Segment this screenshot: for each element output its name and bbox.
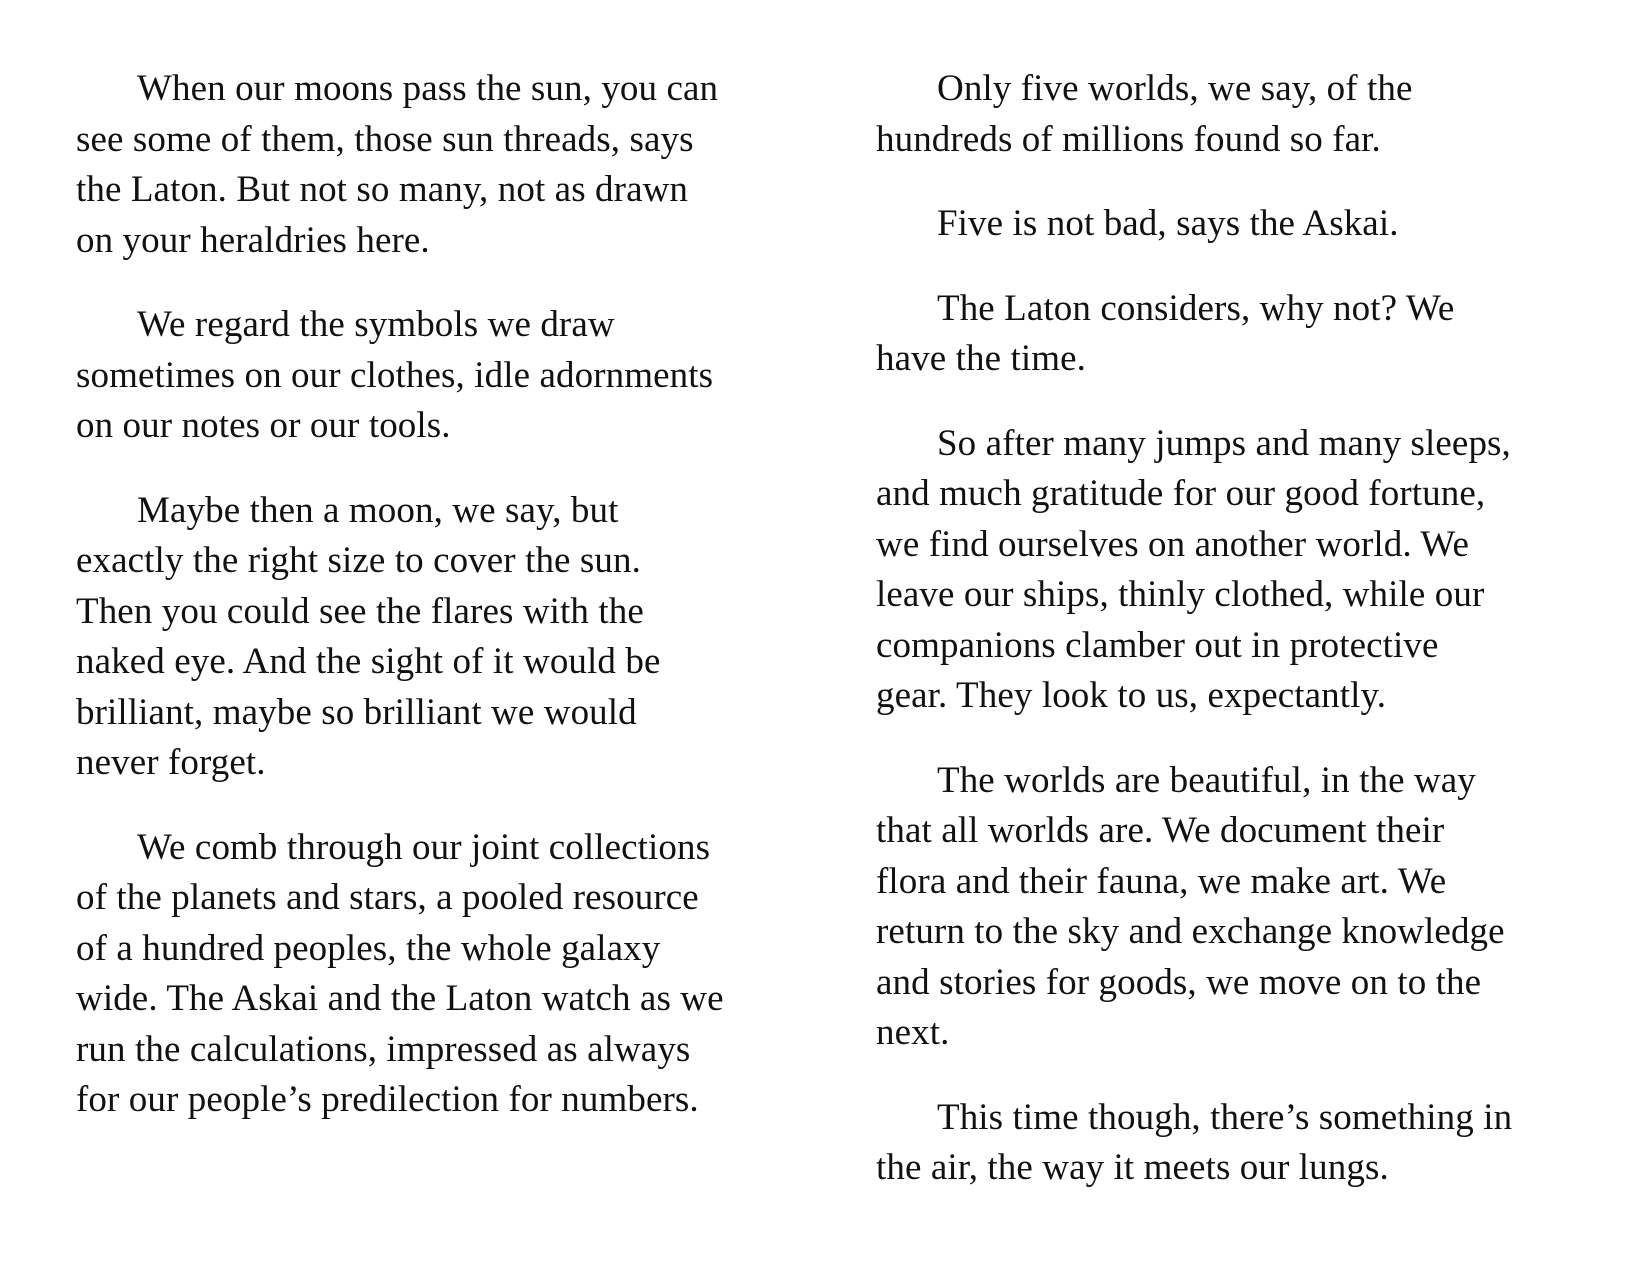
paragraph: Five is not bad, says the Askai. [937, 203, 1399, 244]
paragraph: The Laton considers, why not? We have the time. [876, 287, 1455, 379]
left-text-column [76, 64, 788, 1160]
paragraph: Only five worlds, we say, of the hundreds of millions found so far. [876, 68, 1413, 160]
right-text-column [876, 64, 1594, 1228]
paragraph: So after many jumps and many sleeps, and much gratitude for our good fortune, we find ourselves on another world. We leave our ships, thinly clothed, while our companions clamber out in protective gear. They look to us, expectantly. [876, 422, 1511, 716]
paragraph: Maybe then a moon, we say, but exactly the right size to cover the sun. Then you could see the flares with the naked eye. And the sight of it would be brilliant, maybe so brilliant we would never forget. [76, 489, 661, 783]
paragraph: The worlds are beautiful, in the way that all worlds are. We document their flora and their fauna, we make art. We return to the sky and exchange knowledge and stories for goods, we move on to the next. [876, 759, 1505, 1053]
paragraph: When our moons pass the sun, you can see some of them, those sun threads, says the Laton. But not so many, not as drawn on your heraldries here. [76, 68, 719, 261]
paragraph: We regard the symbols we draw sometimes on our clothes, idle adornments on our notes or our tools. [76, 304, 714, 446]
paragraph: This time though, there’s something in the air, the way it meets our lungs. [876, 1096, 1513, 1188]
paragraph: We comb through our joint collections of the planets and stars, a pooled resource of a hundred peoples, the whole galaxy wide. The Askai and the Laton watch as we run the calculations, impressed as always for our people’s predilection for numbers. [76, 826, 724, 1120]
